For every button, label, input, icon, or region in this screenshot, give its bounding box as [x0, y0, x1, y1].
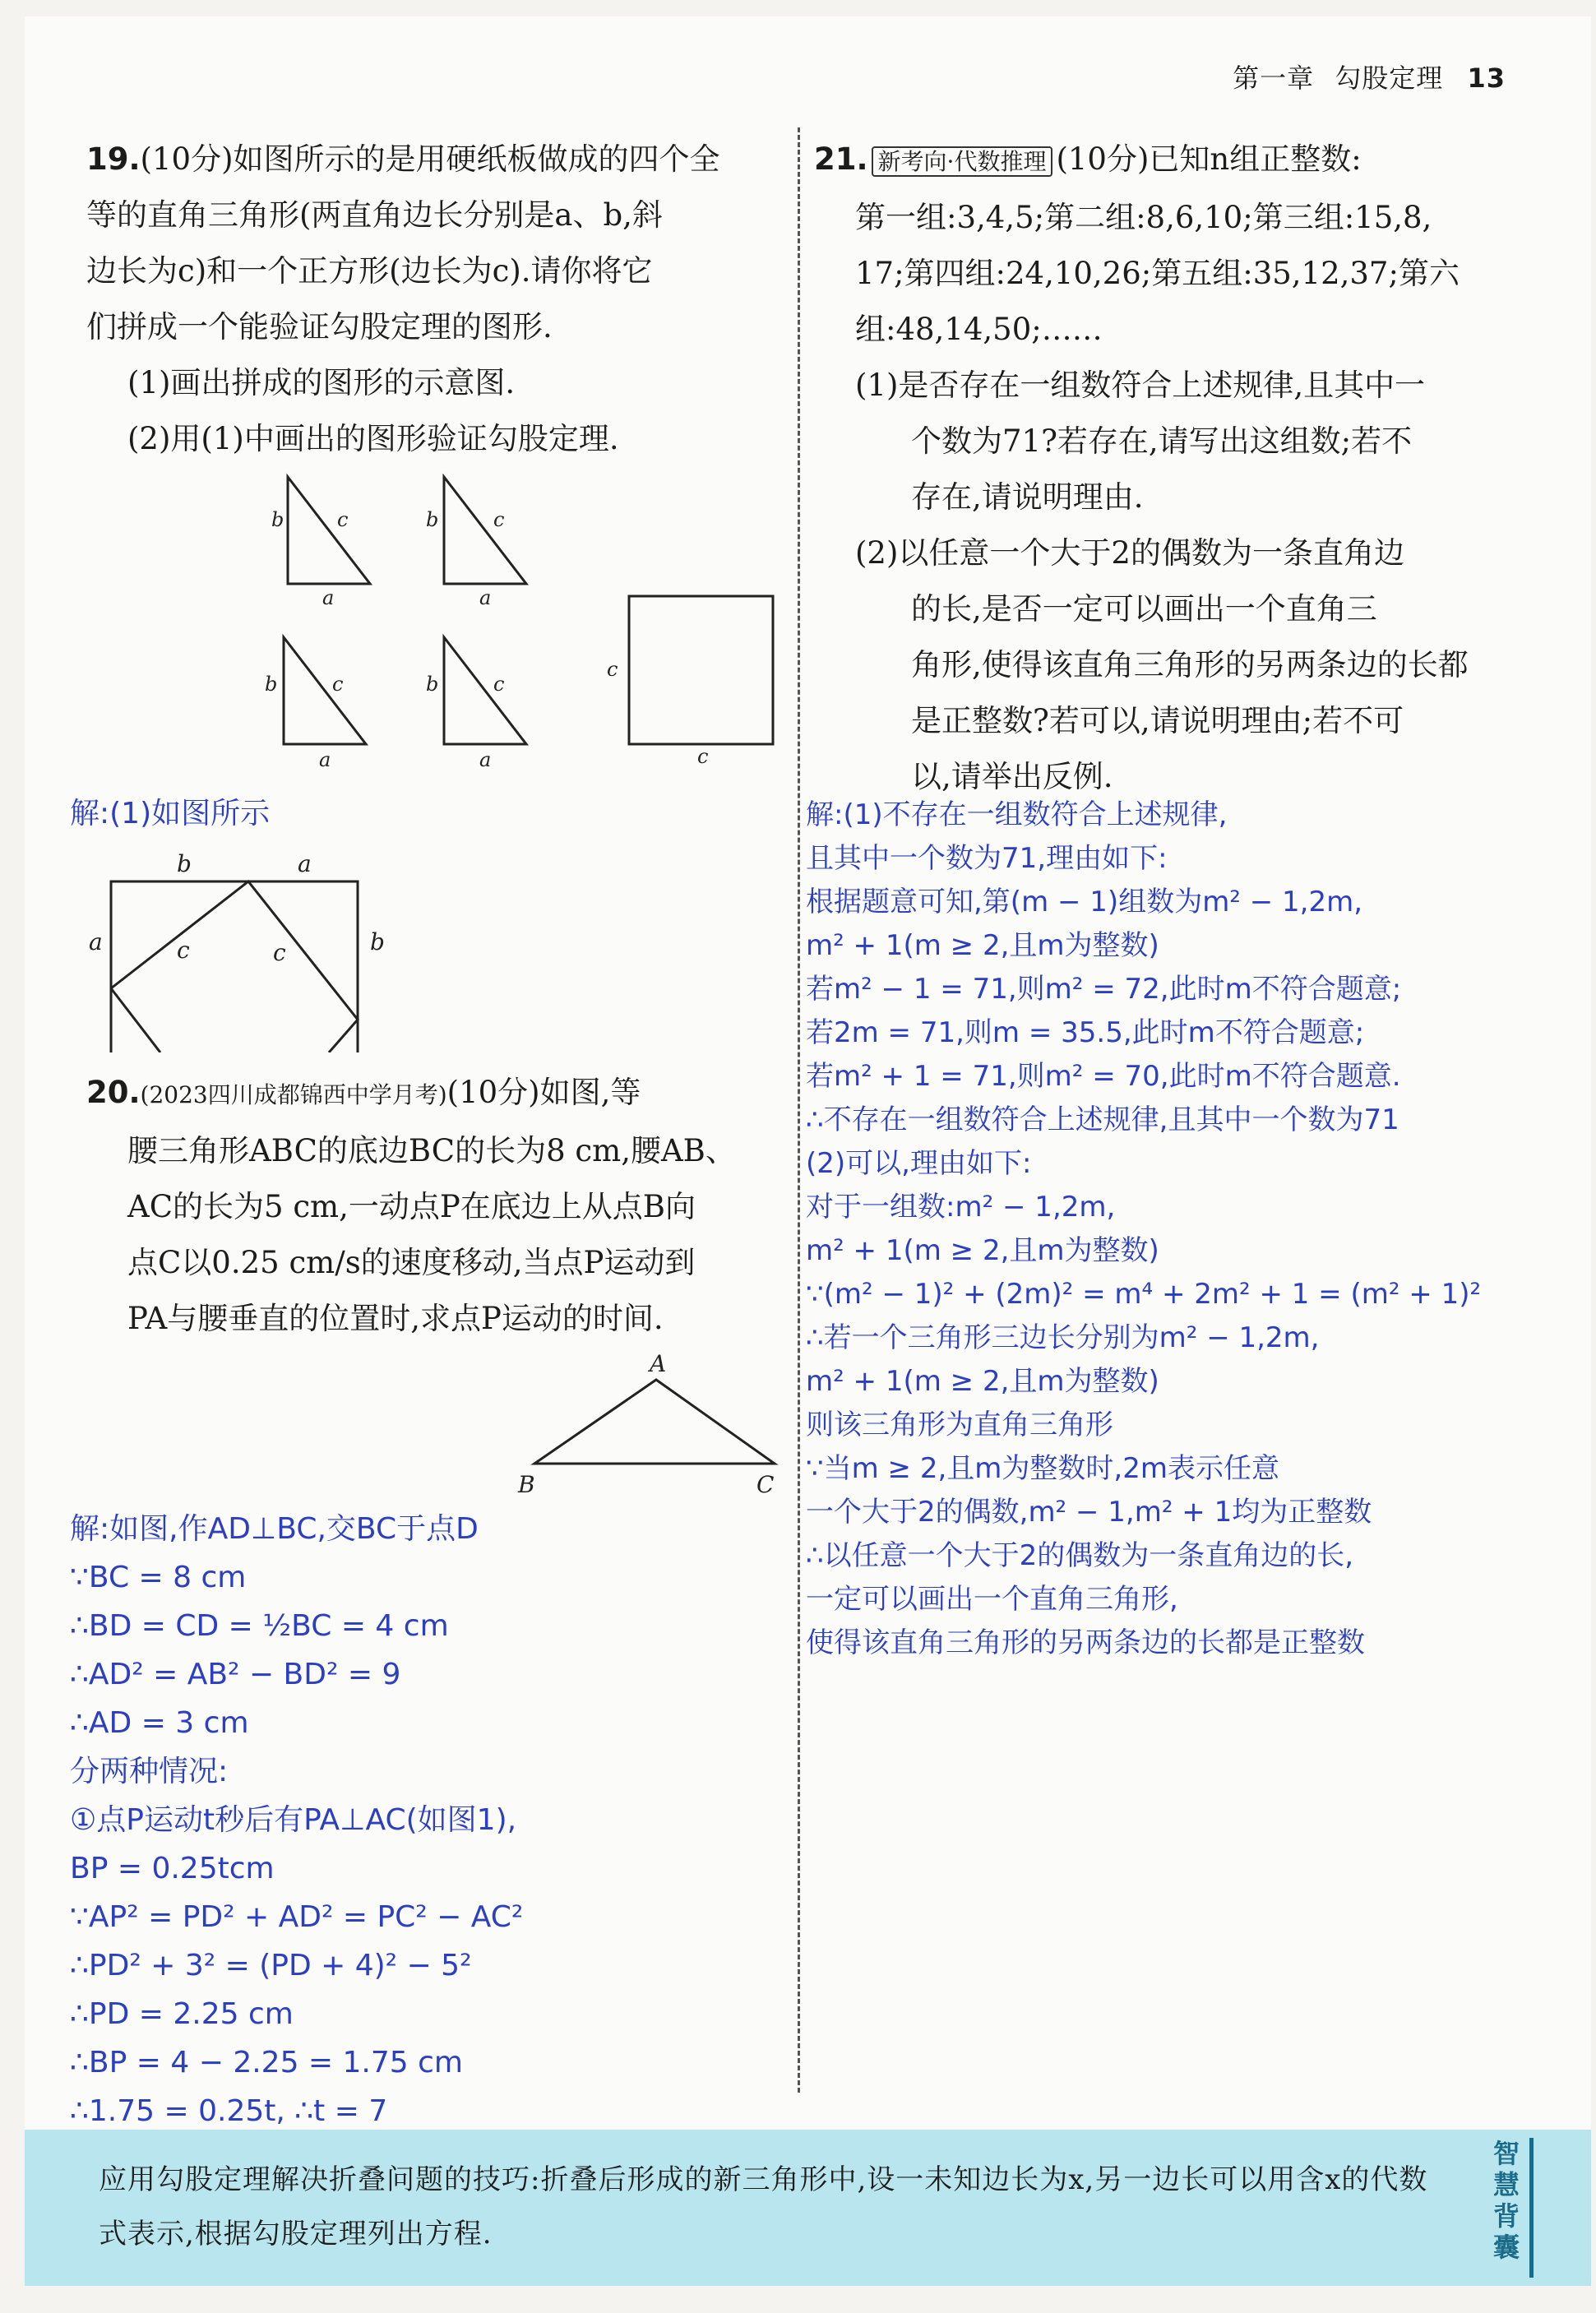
answer-line: ∴PD² + 3² = (PD + 4)² − 5²: [70, 1949, 472, 1982]
question-text: 点C以0.25 cm/s的速度移动,当点P运动到: [127, 1245, 696, 1280]
label-c: c: [273, 939, 286, 966]
answer-line: m² + 1(m ≥ 2,且m为整数): [806, 1234, 1159, 1267]
answer-line: ∴BD = CD = ½BC = 4 cm: [70, 1609, 449, 1643]
answer-line: 使得该直角三角形的另两条边的长都是正整数: [806, 1626, 1365, 1659]
left-column: [86, 132, 785, 467]
answer-line: ∵当m ≥ 2,且m为整数时,2m表示任意: [806, 1452, 1279, 1485]
chapter-label: 第一章: [1233, 62, 1315, 94]
question-text: 组:48,14,50;……: [855, 312, 1103, 347]
label-a: a: [89, 928, 103, 955]
sub-question: 以,请举出反例.: [911, 759, 1113, 794]
question-text: (10分)已知n组正整数:: [1056, 141, 1362, 177]
sub-question: 是正整数?若可以,请说明理由;若不可: [911, 703, 1404, 738]
question-number: 19.: [86, 141, 141, 177]
question-text: (10分)如图所示的是用硬纸板做成的四个全: [140, 141, 720, 177]
answer-line: ∴以任意一个大于2的偶数为一条直角边的长,: [806, 1539, 1354, 1572]
question-number: 20.: [86, 1075, 141, 1110]
label-a: a: [479, 748, 492, 771]
tip-box: [25, 2130, 1591, 2286]
label-c: c: [697, 745, 709, 768]
sub-question: (1)画出拼成的图形的示意图.: [127, 365, 516, 400]
answer-line: 解:如图,作AD⊥BC,交BC于点D: [70, 1512, 479, 1546]
answer-line: 对于一组数:m² − 1,2m,: [806, 1191, 1116, 1224]
label-a: a: [319, 748, 331, 771]
page-header: [1233, 58, 1506, 95]
sub-question: 存在,请说明理由.: [911, 479, 1144, 515]
square-shape: [629, 596, 773, 744]
label-b: b: [177, 850, 192, 877]
question-text: 等的直角三角形(两直角边长分别是a、b,斜: [86, 197, 663, 233]
question-text: 17;第四组:24,10,26;第五组:35,12,37;第六: [855, 256, 1460, 291]
answer-line: BP = 0.25tcm: [70, 1852, 275, 1885]
q21-answer: [806, 793, 1481, 1665]
vertex-a: A: [650, 1350, 667, 1377]
label-a: a: [479, 586, 492, 609]
answer-line: 根据题意可知,第(m − 1)组数为m² − 1,2m,: [806, 886, 1363, 918]
sub-question: 的长,是否一定可以画出一个直角三: [911, 591, 1377, 627]
question-21: [814, 132, 1505, 805]
answer-line: ∵(m² − 1)² + (2m)² = m⁴ + 2m² + 1 = (m² + 1)²: [806, 1278, 1482, 1311]
vertex-b: B: [518, 1471, 535, 1497]
answer-line: 一定可以画出一个直角三角形,: [806, 1583, 1178, 1616]
question-text: PA与腰垂直的位置时,求点P运动的时间.: [127, 1301, 664, 1336]
triangle-shape: [288, 477, 370, 584]
answer-line: 分两种情况:: [70, 1755, 229, 1788]
triangle-shape: [284, 637, 366, 744]
label-a: a: [298, 850, 312, 877]
question-text: 腰三角形ABC的底边BC的长为8 cm,腰AB、: [127, 1133, 736, 1168]
right-column: [814, 132, 1505, 805]
sub-question: 角形,使得该直角三角形的另两条边的长都: [911, 647, 1469, 682]
answer-line: ∴不存在一组数符合上述规律,且其中一个数为71: [806, 1103, 1399, 1136]
answer-line: ∴若一个三角形三边长分别为m² − 1,2m,: [806, 1321, 1320, 1354]
triangle-shape: [444, 477, 526, 584]
sub-question: (2)以任意一个大于2的偶数为一条直角边: [855, 535, 1404, 571]
sub-question: 个数为71?若存在,请写出这组数;若不: [911, 423, 1413, 459]
question-tag: 新考向·代数推理: [872, 146, 1053, 177]
q19-figure: [247, 460, 822, 773]
question-19: [86, 132, 785, 467]
answer-line: m² + 1(m ≥ 2,且m为整数): [806, 1365, 1159, 1398]
vertex-c: C: [756, 1471, 775, 1497]
answer-line: ∴BP = 4 − 2.25 = 1.75 cm: [70, 2046, 463, 2079]
label-b: b: [271, 508, 285, 531]
triangle-shape: [444, 637, 526, 744]
answer-line: 解:(1)不存在一组数符合上述规律,: [806, 798, 1228, 831]
label-b: b: [265, 673, 278, 696]
answer-line: ∴AD = 3 cm: [70, 1706, 249, 1740]
label-c: c: [493, 673, 505, 696]
answer-line: ∵BC = 8 cm: [70, 1561, 247, 1594]
question-20: [86, 1065, 785, 1347]
q19-answer: 解:(1)如图所示: [70, 797, 271, 830]
sub-question: (2)用(1)中画出的图形验证勾股定理.: [127, 421, 619, 456]
answer-line: 若m² − 1 = 71,则m² = 72,此时m不符合题意;: [806, 973, 1402, 1006]
answer-line: 一个大于2的偶数,m² − 1,m² + 1均为正整数: [806, 1496, 1372, 1529]
tip-text: 应用勾股定理解决折叠问题的技巧:折叠后形成的新三角形中,设一未知边长为x,另一边长可以用含x的代数式表示,根据勾股定理列出方程.: [99, 2163, 1428, 2251]
answer-line: (2)可以,理由如下:: [806, 1147, 1032, 1180]
triangle-abc: [534, 1380, 775, 1464]
q19-answer-figure: [82, 847, 428, 1052]
question-text: (10分)如图,等: [446, 1075, 641, 1110]
question-source: (2023四川成都锦西中学月考): [140, 1081, 447, 1108]
label-c: c: [607, 658, 618, 681]
question-text: 边长为c)和一个正方形(边长为c).请你将它: [86, 253, 653, 289]
page-number: 13: [1467, 62, 1506, 94]
label-c: c: [337, 508, 349, 531]
answer-line: 若2m = 71,则m = 35.5,此时m不符合题意;: [806, 1016, 1365, 1049]
question-text: 们拼成一个能验证勾股定理的图形.: [86, 309, 553, 345]
answer-line: ①点P运动t秒后有PA⊥AC(如图1),: [70, 1803, 517, 1837]
answer-line: ∴1.75 = 0.25t, ∴t = 7: [70, 2094, 388, 2128]
answer-line: ∵AP² = PD² + AD² = PC² − AC²: [70, 1900, 524, 1934]
answer-line: ∴AD² = AB² − BD² = 9: [70, 1658, 401, 1691]
answer-line: 若m² + 1 = 71,则m² = 70,此时m不符合题意.: [806, 1060, 1401, 1093]
answer-line: m² + 1(m ≥ 2,且m为整数): [806, 929, 1159, 962]
label-b: b: [426, 673, 439, 696]
question-number: 21.: [814, 141, 868, 177]
tip-side-label: 智慧背囊: [1488, 2138, 1534, 2278]
chapter-title: 勾股定理: [1335, 62, 1444, 94]
answer-line: ∴PD = 2.25 cm: [70, 1997, 294, 2031]
label-c: c: [177, 937, 190, 964]
answer-line: 则该三角形为直角三角形: [806, 1409, 1113, 1441]
answer-line: 且其中一个数为71,理由如下:: [806, 842, 1168, 875]
label-c: c: [493, 508, 505, 531]
question-text: 第一组:3,4,5;第二组:8,6,10;第三组:15,8,: [855, 200, 1432, 235]
column-divider: [798, 127, 800, 2093]
label-a: a: [322, 586, 335, 609]
q20-figure: [510, 1348, 789, 1497]
q20-answer: [70, 1505, 523, 2135]
label-b: b: [426, 508, 439, 531]
label-c: c: [332, 673, 344, 696]
sub-question: (1)是否存在一组数符合上述规律,且其中一: [855, 368, 1426, 403]
label-b: b: [370, 928, 385, 955]
question-text: AC的长为5 cm,一动点P在底边上从点B向: [127, 1189, 696, 1224]
